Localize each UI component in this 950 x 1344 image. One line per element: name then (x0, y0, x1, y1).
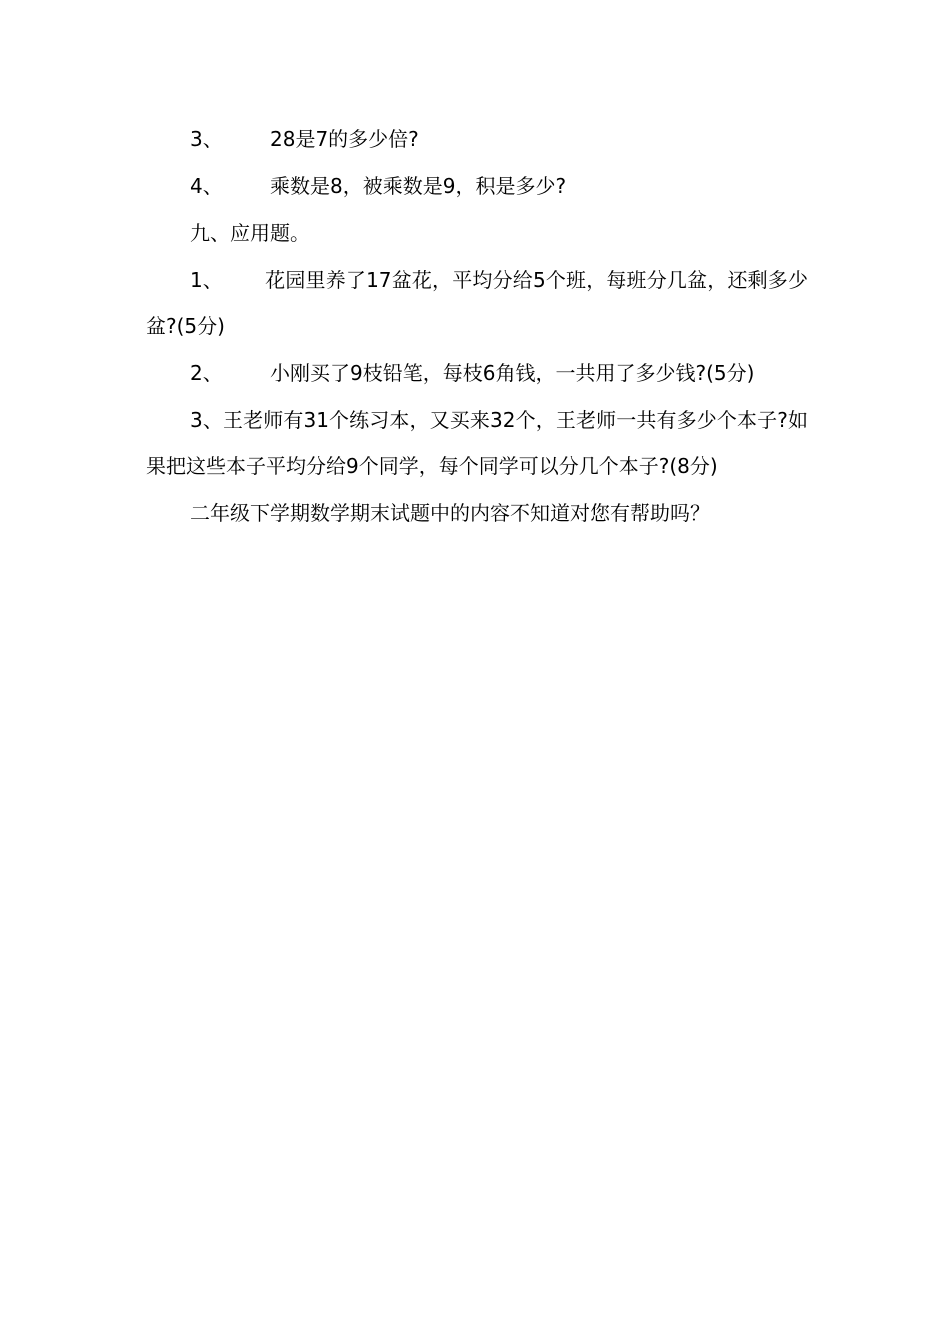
question-text: 3、王老师有31个练习本，又买来32个，王老师一共有多少个本子?如果把这些本子平均分给9个同学，每个同学可以分几个本子?(8分) (146, 408, 808, 478)
question-item (146, 257, 808, 349)
question-number: 2、 (190, 361, 223, 385)
section-heading (146, 210, 808, 256)
question-text: 小刚买了9枝铅笔，每枝6角钱，一共用了多少钱?(5分) (270, 361, 755, 385)
section-heading-text: 九、应用题。 (190, 221, 310, 245)
closing-text (146, 490, 808, 536)
question-number: 3、 (190, 127, 223, 151)
question-item (146, 116, 808, 162)
question-number: 4、 (190, 174, 223, 198)
question-item (146, 350, 808, 396)
question-item (146, 397, 808, 489)
closing-text-content: 二年级下学期数学期末试题中的内容不知道对您有帮助吗？ (190, 501, 710, 525)
question-number: 1、 (190, 268, 223, 292)
question-text: 28是7的多少倍? (270, 127, 419, 151)
question-item (146, 163, 808, 209)
question-text: 花园里养了17盆花，平均分给5个班，每班分几盆，还剩多少盆?(5分) (146, 268, 808, 338)
document-body (146, 116, 808, 537)
question-text: 乘数是8，被乘数是9，积是多少? (270, 174, 567, 198)
